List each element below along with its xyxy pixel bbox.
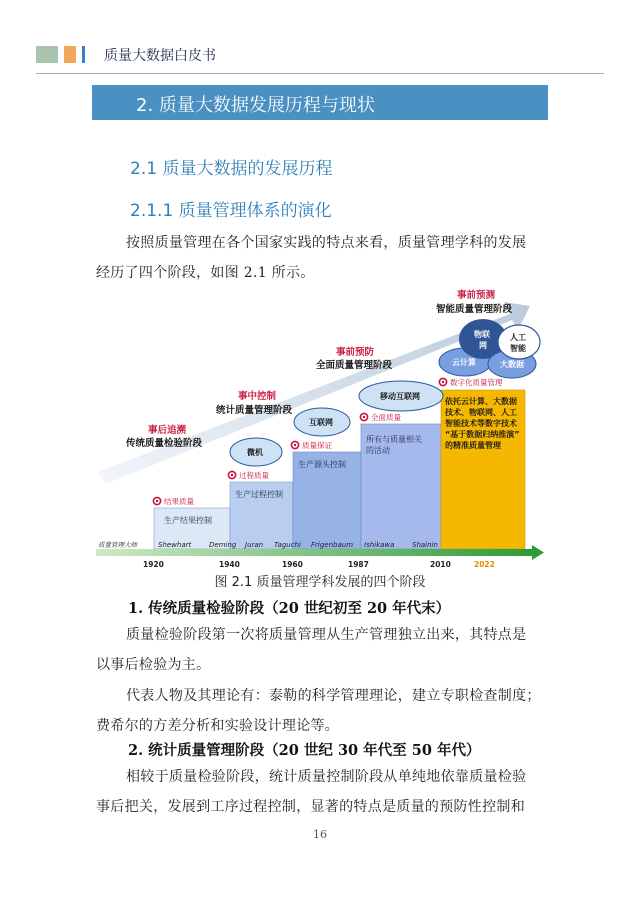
step-1-text: 生产结果控制 <box>164 516 212 525</box>
bubble-weiji-text: 微机 <box>247 448 263 457</box>
step-5-text-line4: “基于数据归纳推演” <box>445 430 520 439</box>
step-1-tag <box>153 496 194 506</box>
step-5-text-line1: 依托云计算、大数据 <box>445 397 517 406</box>
timeline-arrowhead <box>532 545 544 560</box>
section-title: 2. 质量大数据发展历程与现状 <box>136 95 375 116</box>
bubble-hulianwang-text: 互联网 <box>309 418 333 427</box>
header-square-green <box>36 46 58 63</box>
master-juran: Juran <box>245 541 264 549</box>
bubble-wulianwang-text1: 物联 <box>474 330 490 339</box>
stage-1-lower: 传统质量检验阶段 <box>126 438 203 449</box>
stage-2-upper: 事中控制 <box>238 391 277 402</box>
step-5-tag-text: 数字化质量管理 <box>450 378 503 387</box>
step-3-tag <box>291 440 332 450</box>
stage-3-upper: 事前预防 <box>336 347 375 358</box>
section2-para1-line2: 事后把关，发展到工序过程控制，显著的特点是质量的预防性控制和 <box>96 799 525 815</box>
step-4-text-line1: 所有与质量相关 <box>366 435 422 444</box>
step-5-text-line2: 技术、物联网、人工 <box>445 408 517 417</box>
master-shainin: Shainin <box>412 541 438 549</box>
stage-4-lower: 智能质量管理阶段 <box>436 304 513 315</box>
page-number: 16 <box>313 828 327 841</box>
bubble-yidong-text: 移动互联网 <box>380 392 420 401</box>
intro-line-2: 经历了四个阶段，如图 2.1 所示。 <box>96 265 315 281</box>
bubble-rengongzhineng-text2: 智能 <box>510 344 526 353</box>
stage-1-upper: 事后追溯 <box>148 425 187 436</box>
axis-label-masters: 质量管理大师 <box>98 541 137 549</box>
step-1-tag-text: 结果质量 <box>164 497 194 506</box>
year-1960: 1960 <box>282 560 303 569</box>
section1-para2-line2: 费希尔的方差分析和实验设计理论等。 <box>96 718 340 734</box>
step-3-text: 生产源头控制 <box>298 460 346 469</box>
header-square-orange <box>64 46 76 63</box>
subsection-title: 2.1 质量大数据的发展历程 <box>130 159 333 179</box>
step-2-tag-text: 过程质量 <box>239 471 269 480</box>
header-title: 质量大数据白皮书 <box>104 48 216 64</box>
bubble-yunjisuan-text: 云计算 <box>452 358 476 367</box>
section1-para2 <box>96 681 548 741</box>
step-2-text: 生产过程控制 <box>235 490 283 499</box>
master-ishikawa: Ishikawa <box>364 541 395 549</box>
stage-2-lower: 统计质量管理阶段 <box>216 405 293 416</box>
section1-para1-line2: 以事后检验为主。 <box>96 657 211 673</box>
section1-para1 <box>96 620 548 680</box>
master-shewhart: Shewhart <box>158 541 192 549</box>
section2-para1 <box>96 762 548 822</box>
year-2010: 2010 <box>430 560 451 569</box>
year-1940: 1940 <box>219 560 240 569</box>
step-4-tag-text: 全面质量 <box>371 413 401 422</box>
stage-4-upper: 事前预测 <box>457 290 496 301</box>
bubble-rengongzhineng-text1: 人工 <box>510 333 526 342</box>
section1-title: 1. 传统质量检验阶段（20 世纪初至 20 年代末） <box>128 600 451 617</box>
master-frigenbaum: Frigenbaum <box>311 541 354 549</box>
intro-line-1: 按照质量管理在各个国家实践的特点来看，质量管理学科的发展 <box>126 235 527 251</box>
year-1920: 1920 <box>143 560 164 569</box>
section2-para1-line1: 相较于质量检验阶段，统计质量控制阶段从单纯地依靠质量检验 <box>126 769 527 785</box>
section1-para1-line1: 质量检验阶段第一次将质量管理从生产管理独立出来，其特点是 <box>126 627 527 643</box>
subsubsection-title: 2.1.1 质量管理体系的演化 <box>130 201 332 221</box>
figure-quality-stages <box>92 286 548 576</box>
step-3-tag-text: 质量保证 <box>302 441 332 450</box>
section1-para2-line1: 代表人物及其理论有：泰勒的科学管理理论，建立专职检查制度； <box>126 688 541 704</box>
bubble-wulianwang-text2: 网 <box>479 341 487 350</box>
header-divider <box>36 73 604 74</box>
master-taguchi: Taguchi <box>274 541 301 549</box>
year-1987: 1987 <box>348 560 369 569</box>
header-square-blue <box>82 46 85 63</box>
intro-paragraph <box>96 228 548 288</box>
master-deming: Deming <box>209 541 237 549</box>
section-title-bar <box>92 85 548 120</box>
year-2022: 2022 <box>474 560 495 569</box>
step-5-text-line3: 智能技术等数字技术 <box>445 419 517 428</box>
bubble-dashuju-text: 大数据 <box>500 360 524 369</box>
step-4-tag <box>360 412 401 422</box>
step-5-text-line5: 的精准质量管理 <box>445 441 501 450</box>
section2-title: 2. 统计质量管理阶段（20 世纪 30 年代至 50 年代） <box>128 742 481 759</box>
step-2-tag <box>228 470 269 480</box>
step-5-tag <box>439 377 503 387</box>
step-4-text-line2: 的活动 <box>366 446 390 455</box>
stage-3-lower: 全面质量管理阶段 <box>316 360 393 371</box>
timeline-bar <box>96 549 532 556</box>
figure-caption: 图 2.1 质量管理学科发展的四个阶段 <box>214 575 426 590</box>
bubble-rengongzhineng <box>498 325 540 359</box>
